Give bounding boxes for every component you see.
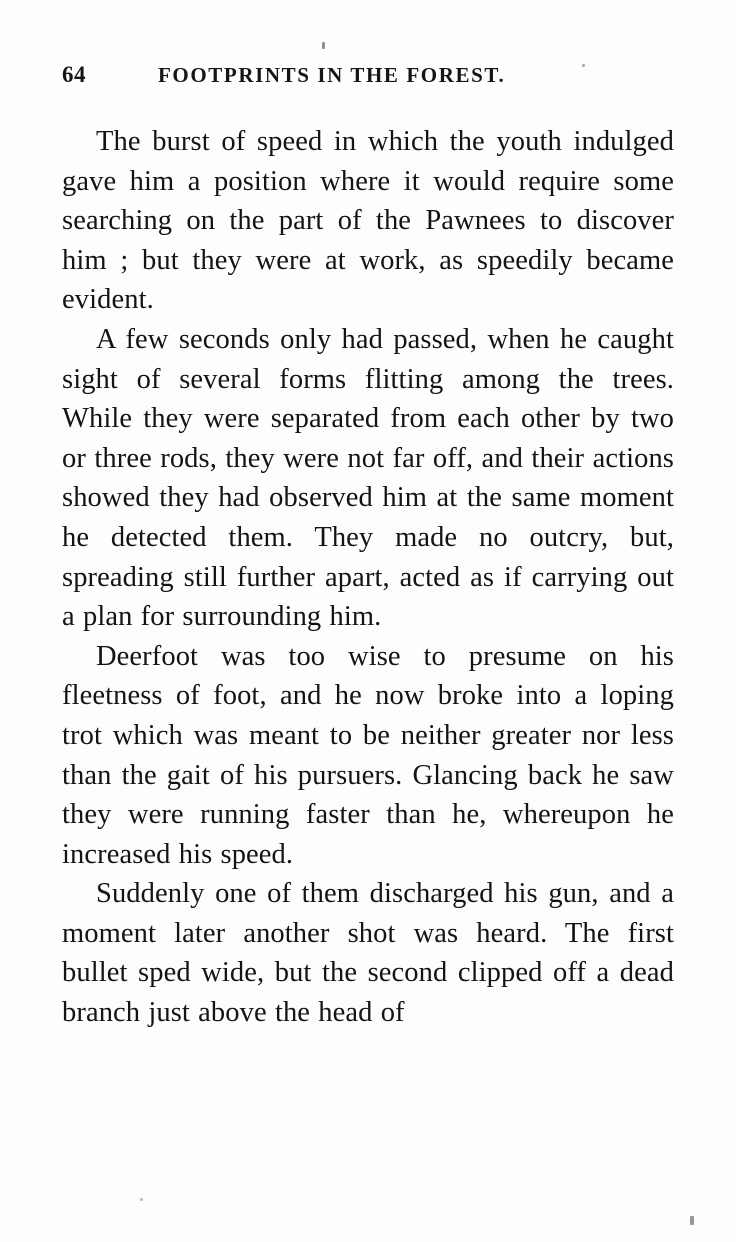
paragraph: Deerfoot was too wise to presume on his fleetness of foot, and he now broke into a loping trot which was meant to be neither greater nor less than the gait of his pursuers. Glancing back he saw they were running faster than he, whereupon he increased his speed. (62, 640, 674, 870)
running-head-title: FOOTPRINTS IN THE FOREST. (158, 63, 506, 87)
running-head (62, 62, 674, 92)
page-body (62, 122, 674, 1033)
page-speck (690, 1216, 694, 1225)
page-speck (322, 42, 325, 49)
page-speck (140, 1198, 143, 1201)
paragraph: The burst of speed in which the youth indulged gave him a position where it would require some searching on the part of the Pawnees to discover him ; but they were at work, as speedily became evident. (62, 126, 674, 316)
page-number: 64 (62, 62, 86, 87)
paragraph: A few seconds only had passed, when he caught sight of several forms flitting among the trees. While they were separated from each other by two or three rods, they were not far off, and their actions showed they had observed him at the same moment he detected them. They made no outcry, but, spreading still further apart, acted as if carrying out a plan for surrounding him. (62, 323, 674, 633)
paragraph: Suddenly one of them discharged his gun, and a moment later another shot was heard. The first bullet sped wide, but the second clipped off a dead branch just above the head of (62, 878, 674, 1029)
